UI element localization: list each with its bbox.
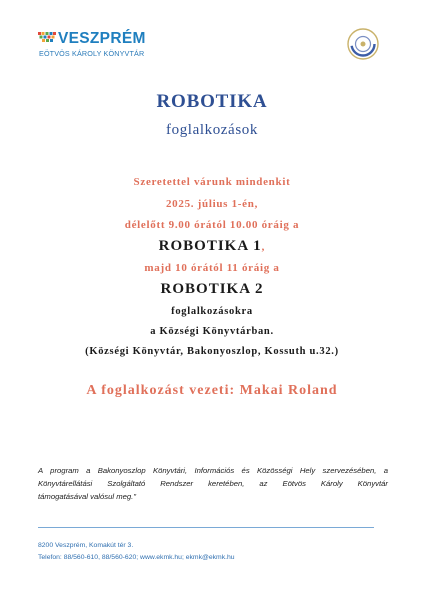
footer-contact: Telefon: 88/560-610, 88/560-620; www.ekmk.hu; ekmk@ekmk.hu <box>38 554 235 561</box>
session-1-title: ROBOTIKA 1 <box>158 238 262 254</box>
footer-address: 8200 Veszprém, Komakút tér 3. <box>38 542 134 549</box>
program-note <box>38 464 388 503</box>
address-line: (Községi Könyvtár, Bakonyoszlop, Kossuth u.32.) <box>85 346 339 357</box>
time-line-1: délelőtt 9.00 órától 10.00 óráig a <box>124 219 300 231</box>
note-line-1: A program a Bakonyoszlop Könyvtári, Információs és Közösségi Hely szervezésében, a <box>38 466 388 475</box>
session-2-title: ROBOTIKA 2 <box>160 281 264 297</box>
session-1-line <box>0 238 424 255</box>
venue-line: a Községi Könyvtárban. <box>150 326 274 337</box>
footer <box>38 540 235 564</box>
note-line-2: Könyvtárellátási Szolgáltató Rendszer keretében, az Eötvös Károly Könyvtár <box>38 479 388 488</box>
note-line-3: támogatásával valósul meg." <box>38 492 137 501</box>
sessions-word: foglalkozásokra <box>171 306 253 317</box>
footer-divider <box>38 527 374 528</box>
page-title: ROBOTIKA <box>156 91 268 112</box>
page-subtitle: foglalkozások <box>166 122 258 138</box>
library-logo <box>38 30 168 64</box>
logo-main-text: VESZPRÉM <box>58 30 146 47</box>
crown-icon <box>38 32 56 46</box>
session-1-comma: , <box>261 241 266 253</box>
time-line-2: majd 10 órától 11 óráig a <box>144 262 280 274</box>
logo-sub-text: EÖTVÖS KÁROLY KÖNYVTÁR <box>39 49 145 58</box>
seal-icon <box>346 27 380 61</box>
invite-line: Szeretettel várunk mindenkit <box>133 176 291 188</box>
leader-line: A foglalkozást vezeti: Makai Roland <box>86 383 338 398</box>
date-line: 2025. július 1-én, <box>165 198 259 210</box>
